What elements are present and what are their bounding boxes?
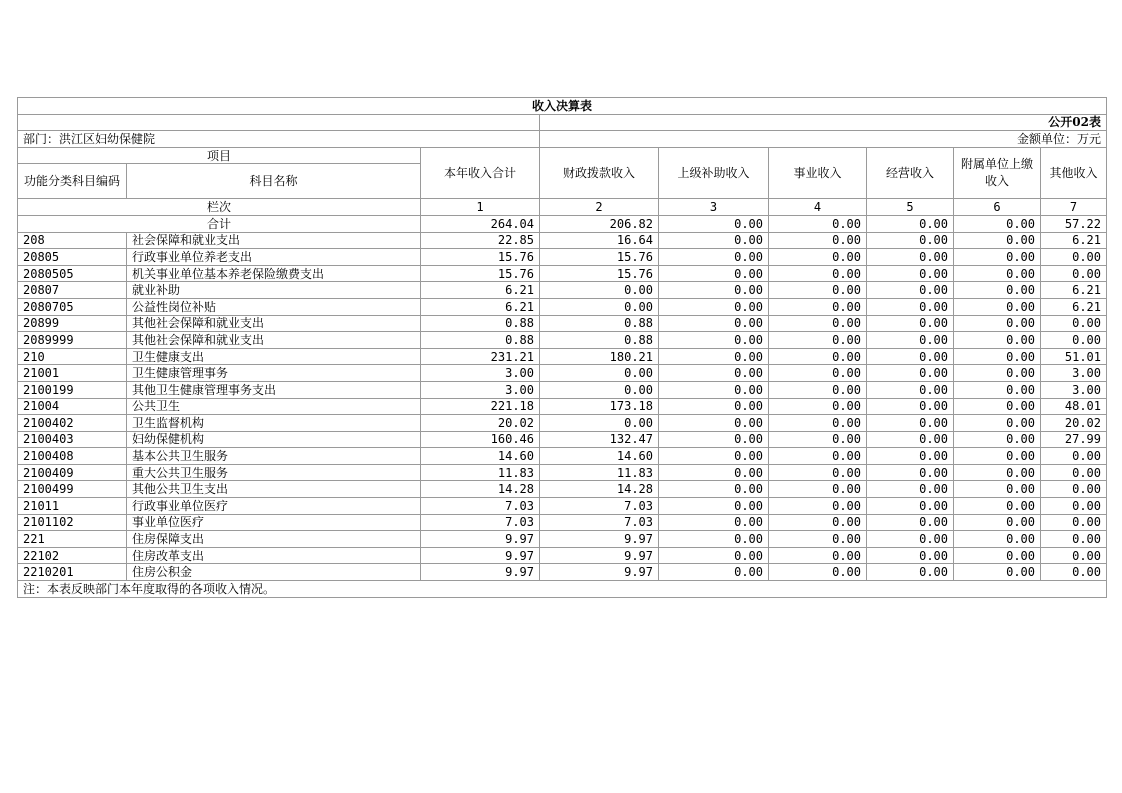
row-value: 6.21 <box>421 298 540 315</box>
row-value: 0.00 <box>954 381 1041 398</box>
row-value: 0.00 <box>659 481 769 498</box>
header-upper: 上级补助收入 <box>659 147 769 199</box>
row-value: 14.60 <box>540 448 659 465</box>
row-name: 重大公共卫生服务 <box>127 464 421 481</box>
table-row <box>18 365 1107 382</box>
row-value: 0.00 <box>769 514 867 531</box>
table-row <box>18 265 1107 282</box>
row-code: 2080705 <box>18 298 127 315</box>
column-index: 4 <box>769 199 867 216</box>
row-value: 0.00 <box>867 531 954 548</box>
row-value: 0.00 <box>1041 564 1107 581</box>
row-value: 0.00 <box>867 547 954 564</box>
row-value: 0.00 <box>659 531 769 548</box>
header-code: 功能分类科目编码 <box>18 164 127 199</box>
header-name: 科目名称 <box>127 164 421 199</box>
row-value: 7.03 <box>540 498 659 515</box>
row-value: 0.00 <box>867 398 954 415</box>
table-row <box>18 498 1107 515</box>
row-value: 0.00 <box>1041 547 1107 564</box>
row-value: 0.00 <box>659 448 769 465</box>
row-value: 0.00 <box>867 564 954 581</box>
row-value: 0.00 <box>954 298 1041 315</box>
form-code: 公开02表 <box>540 114 1107 131</box>
row-value: 0.00 <box>769 265 867 282</box>
row-name: 住房改革支出 <box>127 547 421 564</box>
row-value: 0.00 <box>1041 498 1107 515</box>
row-code: 20805 <box>18 249 127 266</box>
row-value: 231.21 <box>421 348 540 365</box>
row-name: 卫生健康管理事务 <box>127 365 421 382</box>
row-value: 0.00 <box>659 282 769 299</box>
row-code: 2100409 <box>18 464 127 481</box>
row-name: 事业单位医疗 <box>127 514 421 531</box>
row-value: 0.00 <box>769 332 867 349</box>
row-code: 20899 <box>18 315 127 332</box>
row-value: 27.99 <box>1041 431 1107 448</box>
row-value: 0.00 <box>769 365 867 382</box>
table-row <box>18 348 1107 365</box>
row-value: 0.00 <box>954 332 1041 349</box>
row-value: 0.00 <box>954 249 1041 266</box>
table-row <box>18 481 1107 498</box>
row-value: 0.00 <box>540 298 659 315</box>
row-value: 0.00 <box>659 547 769 564</box>
income-report-sheet <box>17 97 1106 598</box>
row-value: 9.97 <box>540 531 659 548</box>
row-name: 其他卫生健康管理事务支出 <box>127 381 421 398</box>
row-value: 160.46 <box>421 431 540 448</box>
row-value: 0.00 <box>540 282 659 299</box>
row-name: 其他社会保障和就业支出 <box>127 332 421 349</box>
row-value: 0.00 <box>1041 481 1107 498</box>
table-row <box>18 315 1107 332</box>
table-row <box>18 448 1107 465</box>
row-name: 社会保障和就业支出 <box>127 232 421 249</box>
row-value: 0.00 <box>769 315 867 332</box>
row-code: 21004 <box>18 398 127 415</box>
row-value: 3.00 <box>1041 365 1107 382</box>
row-value: 6.21 <box>421 282 540 299</box>
row-value: 0.00 <box>769 547 867 564</box>
row-value: 14.28 <box>540 481 659 498</box>
row-value: 0.00 <box>1041 448 1107 465</box>
table-row <box>18 332 1107 349</box>
header-business: 事业收入 <box>769 147 867 199</box>
row-value: 0.00 <box>769 282 867 299</box>
row-value: 0.00 <box>1041 464 1107 481</box>
row-value: 0.00 <box>867 415 954 432</box>
row-value: 0.00 <box>954 498 1041 515</box>
table-note: 注：本表反映部门本年度取得的各项收入情况。 <box>18 581 1107 598</box>
row-value: 0.00 <box>769 249 867 266</box>
row-value: 0.00 <box>954 398 1041 415</box>
row-value: 221.18 <box>421 398 540 415</box>
row-value: 132.47 <box>540 431 659 448</box>
table-title: 收入决算表 <box>18 98 1107 115</box>
row-value: 14.60 <box>421 448 540 465</box>
header-other: 其他收入 <box>1041 147 1107 199</box>
row-value: 0.00 <box>867 498 954 515</box>
row-value: 0.00 <box>954 431 1041 448</box>
row-name: 行政事业单位医疗 <box>127 498 421 515</box>
row-value: 0.00 <box>867 348 954 365</box>
row-value: 6.21 <box>1041 232 1107 249</box>
row-value: 9.97 <box>421 547 540 564</box>
row-value: 0.00 <box>769 232 867 249</box>
blank-cell <box>18 114 540 131</box>
row-value: 0.00 <box>659 398 769 415</box>
table-row <box>18 514 1107 531</box>
row-value: 15.76 <box>421 249 540 266</box>
row-code: 20807 <box>18 282 127 299</box>
row-code: 208 <box>18 232 127 249</box>
table-row <box>18 298 1107 315</box>
row-value: 0.00 <box>867 315 954 332</box>
row-value: 7.03 <box>421 498 540 515</box>
row-value: 0.00 <box>659 464 769 481</box>
department-label: 部门：洪江区妇幼保健院 <box>18 131 540 148</box>
header-affiliated: 附属单位上缴收入 <box>954 147 1041 199</box>
table-row <box>18 249 1107 266</box>
row-value: 0.00 <box>954 464 1041 481</box>
row-value: 0.00 <box>540 381 659 398</box>
table-row <box>18 282 1107 299</box>
header-operating: 经营收入 <box>867 147 954 199</box>
row-code: 2100403 <box>18 431 127 448</box>
row-value: 0.00 <box>1041 514 1107 531</box>
row-value: 0.00 <box>954 232 1041 249</box>
row-name: 卫生健康支出 <box>127 348 421 365</box>
row-value: 0.00 <box>867 265 954 282</box>
row-value: 0.00 <box>659 232 769 249</box>
row-value: 0.00 <box>769 481 867 498</box>
row-name: 机关事业单位基本养老保险缴费支出 <box>127 265 421 282</box>
row-value: 9.97 <box>421 564 540 581</box>
row-value: 0.00 <box>954 365 1041 382</box>
row-value: 0.00 <box>659 265 769 282</box>
row-value: 0.00 <box>659 298 769 315</box>
total-value: 0.00 <box>867 215 954 232</box>
row-value: 0.88 <box>540 315 659 332</box>
row-value: 0.00 <box>1041 265 1107 282</box>
row-code: 2100402 <box>18 415 127 432</box>
row-value: 15.76 <box>540 249 659 266</box>
table-row <box>18 431 1107 448</box>
row-value: 0.00 <box>867 365 954 382</box>
row-value: 48.01 <box>1041 398 1107 415</box>
row-code: 2080505 <box>18 265 127 282</box>
row-value: 0.00 <box>659 498 769 515</box>
total-value: 206.82 <box>540 215 659 232</box>
row-value: 0.00 <box>769 381 867 398</box>
row-name: 其他社会保障和就业支出 <box>127 315 421 332</box>
row-value: 0.00 <box>1041 332 1107 349</box>
row-name: 住房保障支出 <box>127 531 421 548</box>
column-index: 7 <box>1041 199 1107 216</box>
row-name: 其他公共卫生支出 <box>127 481 421 498</box>
row-value: 0.00 <box>659 431 769 448</box>
row-value: 20.02 <box>421 415 540 432</box>
row-name: 卫生监督机构 <box>127 415 421 432</box>
row-value: 0.00 <box>867 332 954 349</box>
row-value: 0.00 <box>954 564 1041 581</box>
row-name: 就业补助 <box>127 282 421 299</box>
row-value: 0.00 <box>540 415 659 432</box>
column-index: 3 <box>659 199 769 216</box>
row-value: 0.00 <box>769 415 867 432</box>
row-value: 0.00 <box>769 564 867 581</box>
row-value: 0.00 <box>769 531 867 548</box>
header-total: 本年收入合计 <box>421 147 540 199</box>
row-value: 0.00 <box>769 431 867 448</box>
row-value: 0.00 <box>954 415 1041 432</box>
row-value: 9.97 <box>540 564 659 581</box>
row-value: 15.76 <box>421 265 540 282</box>
row-value: 0.00 <box>954 481 1041 498</box>
row-value: 0.00 <box>867 464 954 481</box>
row-value: 0.00 <box>867 431 954 448</box>
row-value: 0.88 <box>421 315 540 332</box>
row-value: 0.00 <box>659 365 769 382</box>
row-value: 0.00 <box>867 448 954 465</box>
row-value: 0.88 <box>540 332 659 349</box>
total-row-label: 合计 <box>18 215 421 232</box>
row-value: 0.00 <box>659 348 769 365</box>
table-row <box>18 564 1107 581</box>
row-name: 住房公积金 <box>127 564 421 581</box>
row-value: 11.83 <box>421 464 540 481</box>
row-code: 21001 <box>18 365 127 382</box>
row-value: 3.00 <box>1041 381 1107 398</box>
row-code: 22102 <box>18 547 127 564</box>
row-value: 0.00 <box>1041 249 1107 266</box>
header-fiscal: 财政拨款收入 <box>540 147 659 199</box>
row-value: 0.00 <box>867 298 954 315</box>
total-value: 0.00 <box>954 215 1041 232</box>
row-value: 0.00 <box>954 448 1041 465</box>
row-value: 0.00 <box>769 464 867 481</box>
row-value: 0.00 <box>769 348 867 365</box>
row-value: 0.88 <box>421 332 540 349</box>
row-value: 173.18 <box>540 398 659 415</box>
total-value: 0.00 <box>769 215 867 232</box>
row-value: 22.85 <box>421 232 540 249</box>
header-item: 项目 <box>18 147 421 164</box>
row-code: 210 <box>18 348 127 365</box>
table-row <box>18 381 1107 398</box>
row-value: 0.00 <box>659 514 769 531</box>
row-value: 3.00 <box>421 381 540 398</box>
row-value: 0.00 <box>659 332 769 349</box>
row-code: 2100499 <box>18 481 127 498</box>
row-name: 妇幼保健机构 <box>127 431 421 448</box>
row-code: 2101102 <box>18 514 127 531</box>
row-value: 0.00 <box>954 282 1041 299</box>
row-name: 公共卫生 <box>127 398 421 415</box>
table-row <box>18 464 1107 481</box>
row-value: 0.00 <box>659 381 769 398</box>
row-code: 2100199 <box>18 381 127 398</box>
row-value: 0.00 <box>769 498 867 515</box>
row-value: 0.00 <box>1041 531 1107 548</box>
row-name: 基本公共卫生服务 <box>127 448 421 465</box>
row-value: 0.00 <box>769 298 867 315</box>
table-row <box>18 398 1107 415</box>
income-table <box>17 97 1107 598</box>
row-value: 0.00 <box>769 398 867 415</box>
column-index: 2 <box>540 199 659 216</box>
column-index: 6 <box>954 199 1041 216</box>
total-value: 57.22 <box>1041 215 1107 232</box>
row-value: 16.64 <box>540 232 659 249</box>
unit-label: 金额单位：万元 <box>540 131 1107 148</box>
row-value: 7.03 <box>421 514 540 531</box>
row-value: 180.21 <box>540 348 659 365</box>
row-value: 0.00 <box>867 381 954 398</box>
table-row <box>18 232 1107 249</box>
row-value: 6.21 <box>1041 298 1107 315</box>
row-value: 11.83 <box>540 464 659 481</box>
row-value: 0.00 <box>867 282 954 299</box>
row-value: 0.00 <box>954 348 1041 365</box>
row-value: 0.00 <box>867 249 954 266</box>
row-value: 0.00 <box>1041 315 1107 332</box>
row-name: 行政事业单位养老支出 <box>127 249 421 266</box>
row-value: 0.00 <box>659 249 769 266</box>
table-row <box>18 547 1107 564</box>
row-value: 14.28 <box>421 481 540 498</box>
total-value: 0.00 <box>659 215 769 232</box>
row-value: 20.02 <box>1041 415 1107 432</box>
row-name: 公益性岗位补贴 <box>127 298 421 315</box>
row-code: 2089999 <box>18 332 127 349</box>
row-value: 0.00 <box>659 415 769 432</box>
row-value: 9.97 <box>540 547 659 564</box>
row-code: 221 <box>18 531 127 548</box>
row-value: 3.00 <box>421 365 540 382</box>
column-index: 5 <box>867 199 954 216</box>
row-value: 0.00 <box>867 481 954 498</box>
row-value: 0.00 <box>867 514 954 531</box>
column-index: 1 <box>421 199 540 216</box>
row-value: 0.00 <box>769 448 867 465</box>
row-value: 6.21 <box>1041 282 1107 299</box>
row-code: 2210201 <box>18 564 127 581</box>
table-row <box>18 415 1107 432</box>
row-value: 7.03 <box>540 514 659 531</box>
row-value: 0.00 <box>659 315 769 332</box>
row-value: 0.00 <box>540 365 659 382</box>
row-value: 0.00 <box>954 547 1041 564</box>
row-value: 0.00 <box>954 315 1041 332</box>
row-value: 0.00 <box>954 265 1041 282</box>
total-value: 264.04 <box>421 215 540 232</box>
row-value: 0.00 <box>954 514 1041 531</box>
row-code: 2100408 <box>18 448 127 465</box>
row-value: 9.97 <box>421 531 540 548</box>
table-row <box>18 531 1107 548</box>
row-value: 0.00 <box>954 531 1041 548</box>
row-value: 0.00 <box>659 564 769 581</box>
row-value: 15.76 <box>540 265 659 282</box>
column-index-label: 栏次 <box>18 199 421 216</box>
row-value: 0.00 <box>867 232 954 249</box>
row-value: 51.01 <box>1041 348 1107 365</box>
row-code: 21011 <box>18 498 127 515</box>
